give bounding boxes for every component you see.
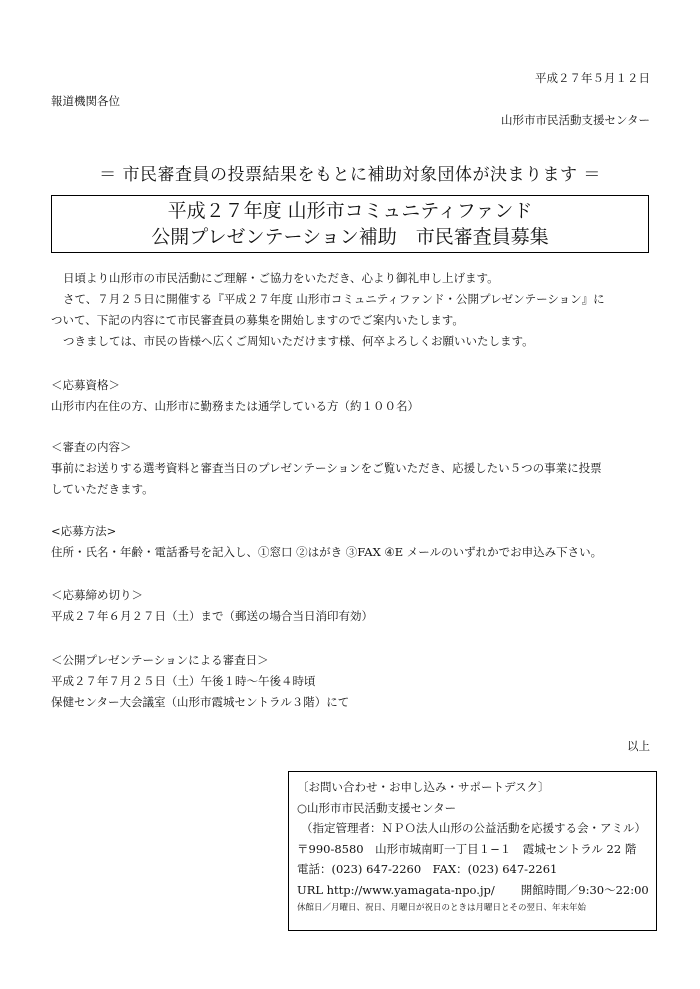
contact-manager: （指定管理者：ＮＰＯ法人山形の公益活動を応援する会・アミル） xyxy=(301,821,646,835)
section-heading: <応募方法> xyxy=(51,524,117,538)
title-box xyxy=(51,195,649,253)
contact-url[interactable]: URL http://www.yamagata-npo.jp/ xyxy=(297,882,495,897)
section-text: 住所・氏名・年齢・電話番号を記入し、①窓口 ②はがき ③FAX ④E メールのいずれかでお申込み下さい。 xyxy=(51,545,603,559)
section-deadline xyxy=(51,585,373,627)
section-heading: ＜公開プレゼンテーションによる審査日＞ xyxy=(51,653,269,667)
headline: ＝ 市民審査員の投票結果をもとに補助対象団体が決まります ＝ xyxy=(99,165,601,185)
contact-holidays: 休館日／月曜日、祝日、月曜日が祝日のときは月曜日とその翌日、年末年始 xyxy=(297,903,587,913)
intro xyxy=(51,268,605,352)
section-review-day xyxy=(51,650,349,713)
intro-p1: 日頃より山形市の市民活動にご理解・ご協力をいただき、心より御礼申し上げます。 xyxy=(63,271,499,285)
recipient: 報道機関各位 xyxy=(51,94,120,108)
contact-address: 〒990-8580 山形市城南町一丁目１−１ 霞城セントラル 22 階 xyxy=(297,841,637,856)
section-heading: ＜応募締め切り＞ xyxy=(51,588,143,602)
section-text: 平成２７年７月２５日（土）午後１時～午後４時頃 xyxy=(51,674,316,688)
contact-org: ○山形市市民活動支援センター xyxy=(297,800,457,815)
section-heading: ＜応募資格＞ xyxy=(51,378,120,392)
contact-hours: 開館時間／9:30～22:00 xyxy=(520,882,649,897)
section-text: 山形市内在住の方、山形市に勤務または通学している方（約１００名） xyxy=(51,399,419,413)
section-text: 事前にお送りする選考資料と審査当日のプレゼンテーションをご覧いただき、応援したい５つの事業に投票 xyxy=(51,461,602,475)
contact-phone: 電話：(023) 647-2260 FAX：(023) 647-2261 xyxy=(297,862,558,876)
section-text: 平成２７年６月２７日（土）まで（郵送の場合当日消印有効） xyxy=(51,609,373,623)
intro-p3: つきましては、市民の皆様へ広くご周知いただけます様、何卒よろしくお願いいたします。 xyxy=(63,334,534,348)
section-method xyxy=(51,521,602,563)
intro-p2b: ついて、下記の内容にて市民審査員の募集を開始しますのでご案内いたします。 xyxy=(51,313,464,327)
intro-p2a: さて、７月２５日に開催する『平成２７年度 山形市コミュニティファンド・公開プレゼンテーション』に xyxy=(63,292,605,306)
title-line-1: 平成２７年度 山形市コミュニティファンド xyxy=(167,200,533,222)
closing: 以上 xyxy=(627,739,650,753)
title-line-2: 公開プレゼンテーション補助 市民審査員募集 xyxy=(151,226,549,248)
section-text: していただきます。 xyxy=(51,482,154,496)
contact-heading: 〔お問い合わせ・お申し込み・サポートデスク〕 xyxy=(297,780,550,794)
section-text: 保健センター大会議室（山形市霞城セントラル３階）にて xyxy=(51,695,350,709)
date: 平成２７年５月１２日 xyxy=(535,71,650,85)
section-eligibility xyxy=(51,375,419,417)
sender: 山形市市民活動支援センター xyxy=(500,113,650,127)
section-content xyxy=(51,437,602,500)
contact-box xyxy=(288,771,657,931)
section-heading: ＜審査の内容＞ xyxy=(51,440,132,454)
